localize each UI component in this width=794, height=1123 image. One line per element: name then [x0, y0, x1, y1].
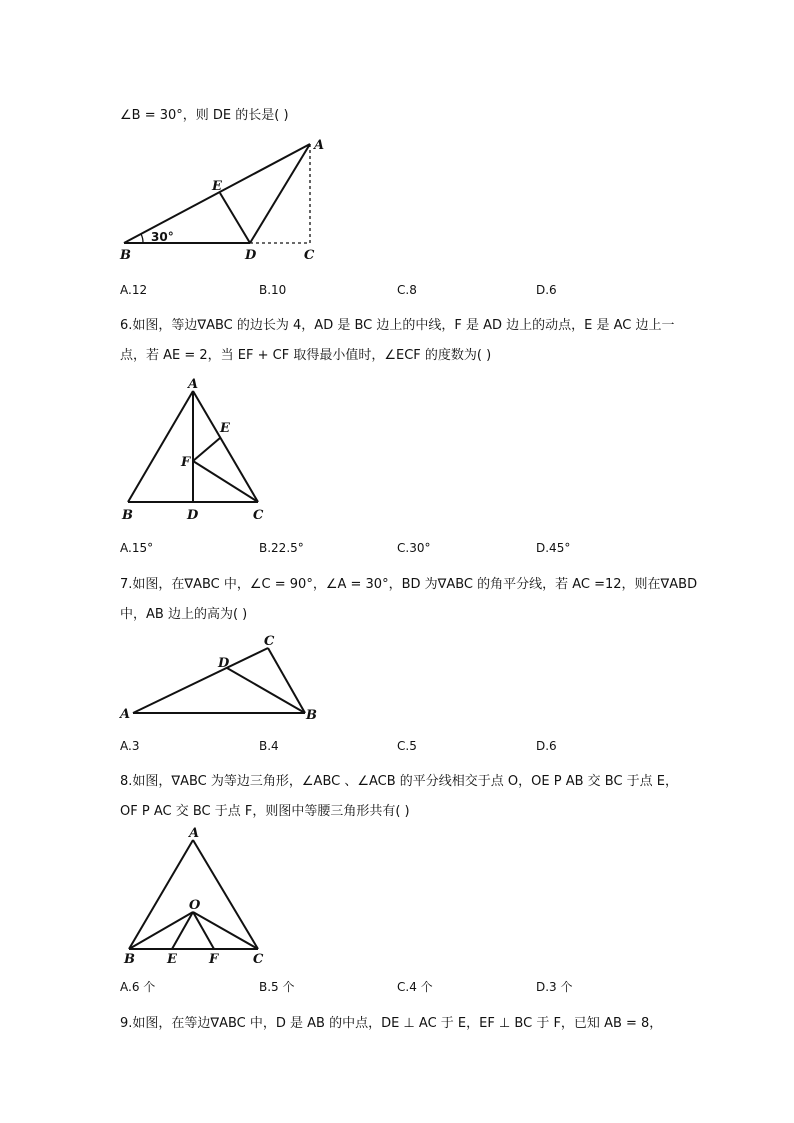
- q8-option-c[interactable]: C.4 个: [397, 980, 433, 994]
- q7-option-d[interactable]: D.6: [536, 739, 557, 753]
- q8-label-a: A: [189, 826, 200, 841]
- q6-option-a[interactable]: A.15°: [120, 541, 154, 555]
- q7-option-a[interactable]: A.3: [120, 739, 140, 753]
- q5-label-e: E: [212, 179, 222, 194]
- q8-label-o: O: [189, 898, 201, 913]
- q7-figure: [115, 632, 325, 727]
- q6-option-c[interactable]: C.30°: [397, 541, 431, 555]
- q6-label-f: F: [181, 455, 191, 470]
- q8-stem-line2: OF P AC 交 BC 于点 F，则图中等腰三角形共有( ): [120, 804, 410, 819]
- q8-option-d[interactable]: D.3 个: [536, 980, 573, 994]
- q5-option-a[interactable]: A.12: [120, 283, 148, 297]
- q5-stem-tail: ∠B = 30°，则 DE 的长是( ): [120, 108, 289, 123]
- q7-stem-line2: 中，AB 边上的高为( ): [120, 607, 248, 622]
- q5-option-b[interactable]: B.10: [259, 283, 287, 297]
- q7-label-b: B: [306, 708, 317, 723]
- q7-option-b[interactable]: B.4: [259, 739, 279, 753]
- q6-figure: [115, 372, 275, 527]
- q6-option-b[interactable]: B.22.5°: [259, 541, 304, 555]
- q7-label-c: C: [264, 634, 275, 649]
- q6-option-d[interactable]: D.45°: [536, 541, 571, 555]
- q5-angle-label: 30°: [151, 230, 174, 244]
- q5-figure: [110, 132, 340, 267]
- q8-label-e: E: [167, 952, 177, 967]
- q9-stem-line1: 9.如图，在等边∇ABC 中，D 是 AB 的中点，DE ⊥ AC 于 E，EF ⊥ BC 于 F，已知 AB = 8，: [120, 1016, 663, 1031]
- q7-label-d: D: [218, 656, 230, 671]
- q6-label-a: A: [188, 377, 199, 392]
- q8-option-b[interactable]: B.5 个: [259, 980, 295, 994]
- q8-label-f: F: [209, 952, 219, 967]
- q6-stem-line2: 点，若 AE = 2，当 EF + CF 取得最小值时，∠ECF 的度数为( ): [120, 348, 492, 363]
- q5-option-c[interactable]: C.8: [397, 283, 417, 297]
- q6-label-c: C: [253, 508, 264, 523]
- q7-stem-line1: 7.如图，在∇ABC 中，∠C = 90°，∠A = 30°，BD 为∇ABC 的角平分线，若 AC =12，则在∇ABD: [120, 577, 698, 592]
- q8-option-a[interactable]: A.6 个: [120, 980, 156, 994]
- q5-option-d[interactable]: D.6: [536, 283, 557, 297]
- q6-stem-line1: 6.如图，等边∇ABC 的边长为 4，AD 是 BC 边上的中线，F 是 AD 边上的动点，E 是 AC 边上一: [120, 318, 675, 333]
- q7-option-c[interactable]: C.5: [397, 739, 417, 753]
- q7-label-a: A: [120, 707, 131, 722]
- q5-label-a: A: [314, 138, 325, 153]
- q8-stem-line1: 8.如图，∇ABC 为等边三角形，∠ABC 、∠ACB 的平分线相交于点 O，OE P AB 交 BC 于点 E，: [120, 774, 679, 789]
- q8-figure: [115, 822, 275, 967]
- q5-label-c: C: [304, 248, 315, 263]
- q6-label-b: B: [122, 508, 133, 523]
- q8-label-b: B: [124, 952, 135, 967]
- q8-label-c: C: [253, 952, 264, 967]
- q5-label-d: D: [245, 248, 257, 263]
- q6-label-d: D: [187, 508, 199, 523]
- q6-label-e: E: [220, 421, 230, 436]
- q5-label-b: B: [120, 248, 131, 263]
